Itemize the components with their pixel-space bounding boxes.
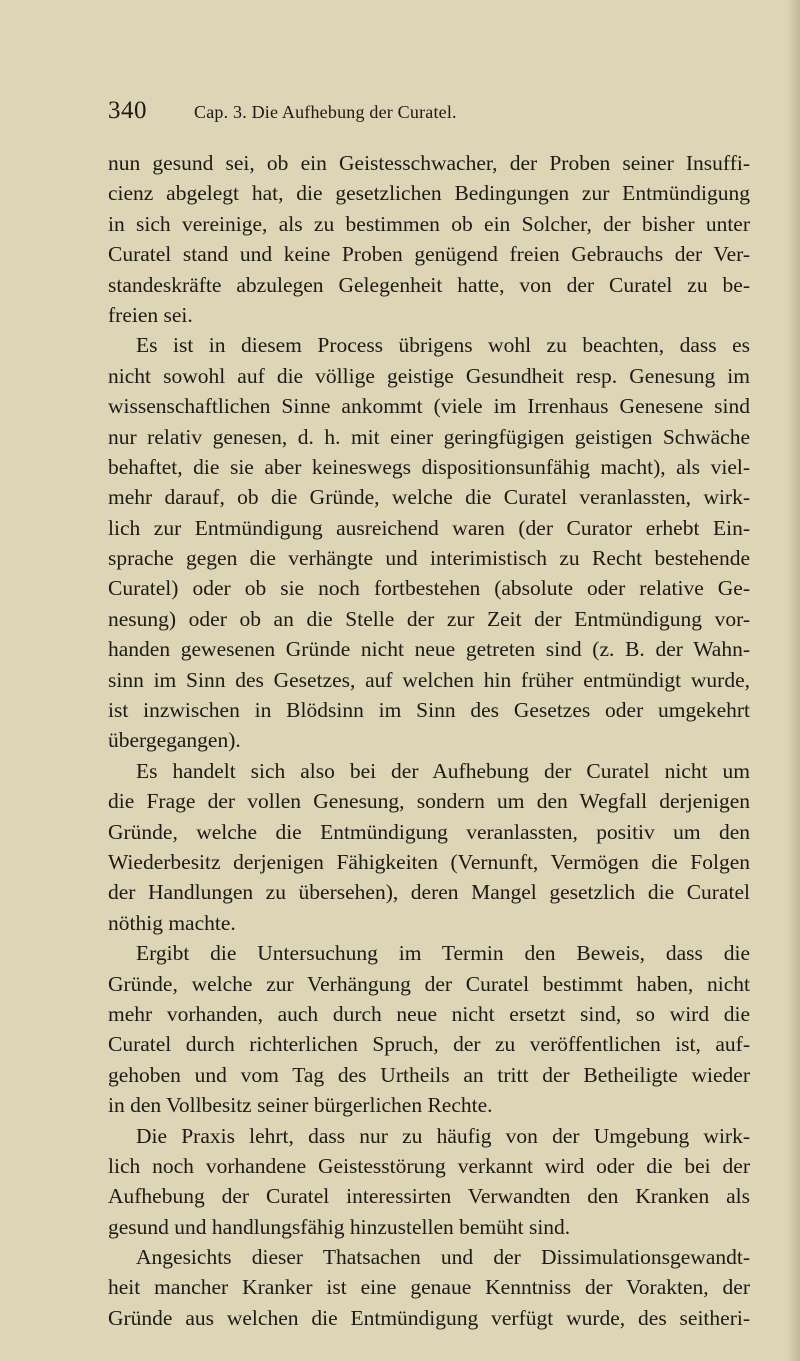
text-line: handen gewesenen Gründe nicht neue getreten sind (z. B. der Wahn- [108, 637, 750, 662]
page-number: 340 [108, 97, 147, 124]
text-line: ist inzwischen in Blödsinn im Sinn des Gesetzes oder umgekehrt [108, 698, 750, 723]
text-line: freien sei. [108, 302, 193, 327]
text-line: lich noch vorhandene Geistesstörung verkannt wird oder die bei der [108, 1153, 750, 1178]
text-line: mehr vorhanden, auch durch neue nicht ersetzt sind, so wird die [108, 1001, 750, 1026]
text-line: Gründe, welche die Entmündigung veranlassten, positiv um den [108, 819, 750, 844]
text-line: lich zur Entmündigung ausreichend waren (der Curator erhebt Ein- [108, 515, 750, 540]
text-line: nun gesund sei, ob ein Geistesschwacher, der Proben seiner Insuffi- [108, 151, 750, 175]
text-line: Die Praxis lehrt, dass nur zu häufig von der Umgebung wirk- [136, 1123, 750, 1148]
text-line: Gründe aus welchen die Entmündigung verfügt wurde, des seitheri- [108, 1305, 750, 1330]
text-line: Curatel stand und keine Proben genügend freien Gebrauchs der Ver- [108, 242, 750, 267]
text-line: Ergibt die Untersuchung im Termin den Beweis, dass die [136, 941, 750, 966]
text-line: gesund und handlungsfähig hinzustellen bemüht sind. [108, 1214, 571, 1239]
body-text [108, 148, 750, 1333]
text-line: standeskräfte abzulegen Gelegenheit hatte, von der Curatel zu be- [108, 272, 750, 297]
text-line: cienz abgelegt hat, die gesetzlichen Bedingungen zur Entmündigung [108, 181, 750, 206]
text-line: Angesichts dieser Thatsachen und der Dissimulationsgewandt- [136, 1245, 750, 1270]
text-line: Es handelt sich also bei der Aufhebung der Curatel nicht um [136, 758, 750, 783]
text-line: Curatel durch richterlichen Spruch, der zu veröffentlichen ist, auf- [108, 1032, 750, 1057]
text-line: nöthig machte. [108, 910, 236, 935]
text-line: die Frage der vollen Genesung, sondern um den Wegfall derjenigen [108, 789, 750, 814]
text-line: sinn im Sinn des Gesetzes, auf welchen hin früher entmündigt wurde, [108, 667, 750, 692]
text-line: nur relativ genesen, d. h. mit einer geringfügigen geistigen Schwäche [108, 424, 750, 449]
text-line: Curatel) oder ob sie noch fortbestehen (absolute oder relative Ge- [108, 576, 750, 601]
text-line: in sich vereinige, als zu bestimmen ob ein Solcher, der bisher unter [108, 211, 750, 236]
text-line: nicht sowohl auf die völlige geistige Gesundheit resp. Genesung im [108, 363, 750, 388]
text-line: behaftet, die sie aber keineswegs dispositionsunfähig macht), als viel- [108, 454, 750, 479]
text-line: der Handlungen zu übersehen), deren Mangel gesetzlich die Curatel [108, 880, 750, 905]
running-title: Cap. 3. Die Aufhebung der Curatel. [194, 102, 457, 122]
text-line: gehoben und vom Tag des Urtheils an tritt der Betheiligte wieder [108, 1062, 750, 1087]
text-line: nesung) oder ob an die Stelle der zur Zeit der Entmündigung vor- [108, 606, 750, 631]
running-head [108, 96, 728, 126]
text-line: Wiederbesitz derjenigen Fähigkeiten (Vernunft, Vermögen die Folgen [108, 849, 750, 874]
text-line: heit mancher Kranker ist eine genaue Kenntniss der Vorakten, der [108, 1275, 750, 1300]
text-line: sprache gegen die verhängte und interimistisch zu Recht bestehende [108, 546, 750, 571]
text-line: mehr darauf, ob die Gründe, welche die Curatel veranlassten, wirk- [108, 485, 750, 510]
text-line: in den Vollbesitz seiner bürgerlichen Rechte. [108, 1093, 493, 1118]
text-line: übergegangen). [108, 728, 241, 753]
text-line: wissenschaftlichen Sinne ankommt (viele im Irrenhaus Genesene sind [108, 394, 750, 419]
text-line: Aufhebung der Curatel interessirten Verwandten den Kranken als [108, 1184, 750, 1209]
page-edge-shadow [786, 0, 800, 1361]
text-line: Es ist in diesem Process übrigens wohl zu beachten, dass es [136, 333, 750, 358]
text-line: Gründe, welche zur Verhängung der Curatel bestimmt haben, nicht [108, 971, 750, 996]
